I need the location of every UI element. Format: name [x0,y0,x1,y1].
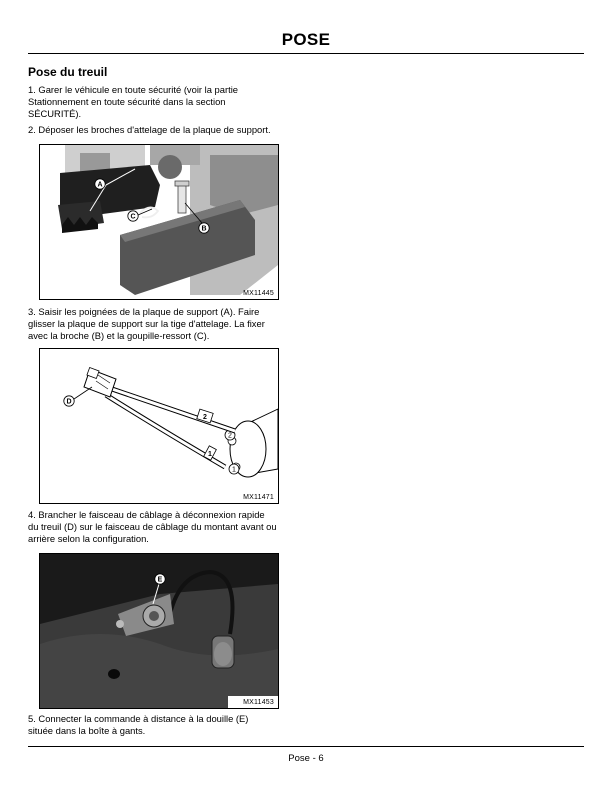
section-heading: Pose du treuil [28,65,108,79]
wire-number-2: 2 [203,414,207,421]
hitch-plate-illustration [40,145,278,299]
figure-code: MX11471 [243,494,274,501]
step-2: 2. Déposer les broches d'attelage de la plaque de support. [28,124,271,135]
figure-code: MX11445 [243,290,274,297]
step-3: 3. Saisir les poignées de la plaque de support (A). Faire glisser la plaque de support sur la tige d'attelage. La fixer avec la broche (B) et la goupille-ressort (C). [28,306,265,342]
svg-text:2: 2 [228,432,232,440]
figure-glovebox-socket [39,553,279,709]
step-5: 5. Connecter la commande à distance à la douille (E) située dans la boîte à gants. [28,713,249,737]
page-title: POSE [281,30,331,49]
callout-d-label: D [66,398,72,406]
svg-text:1: 1 [232,466,236,474]
footer-rule [28,746,584,747]
figure-wiring-harness [39,348,279,504]
page-footer: Pose - 6 [288,753,324,764]
callout-b-label: B [201,225,207,233]
wire-number-1: 1 [208,451,212,458]
header-rule [28,53,584,54]
step-4: 4. Brancher le faisceau de câblage à déconnexion rapide du treuil (D) sur le faisceau de câblage du montant avant ou arrière selon la configuration. [28,509,277,545]
figure-hitch-plate [39,144,279,300]
glovebox-socket-illustration [40,554,278,708]
callout-a-label: A [97,181,103,189]
callout-c-label: C [130,213,136,221]
step-1: 1. Garer le véhicule en toute sécurité (voir la partie Stationnement en toute sécurité dans la section SÉCURITÉ). [28,84,238,120]
callout-e-label: E [157,576,163,584]
figure-code: MX11453 [243,699,274,706]
wiring-harness-illustration [40,349,278,503]
